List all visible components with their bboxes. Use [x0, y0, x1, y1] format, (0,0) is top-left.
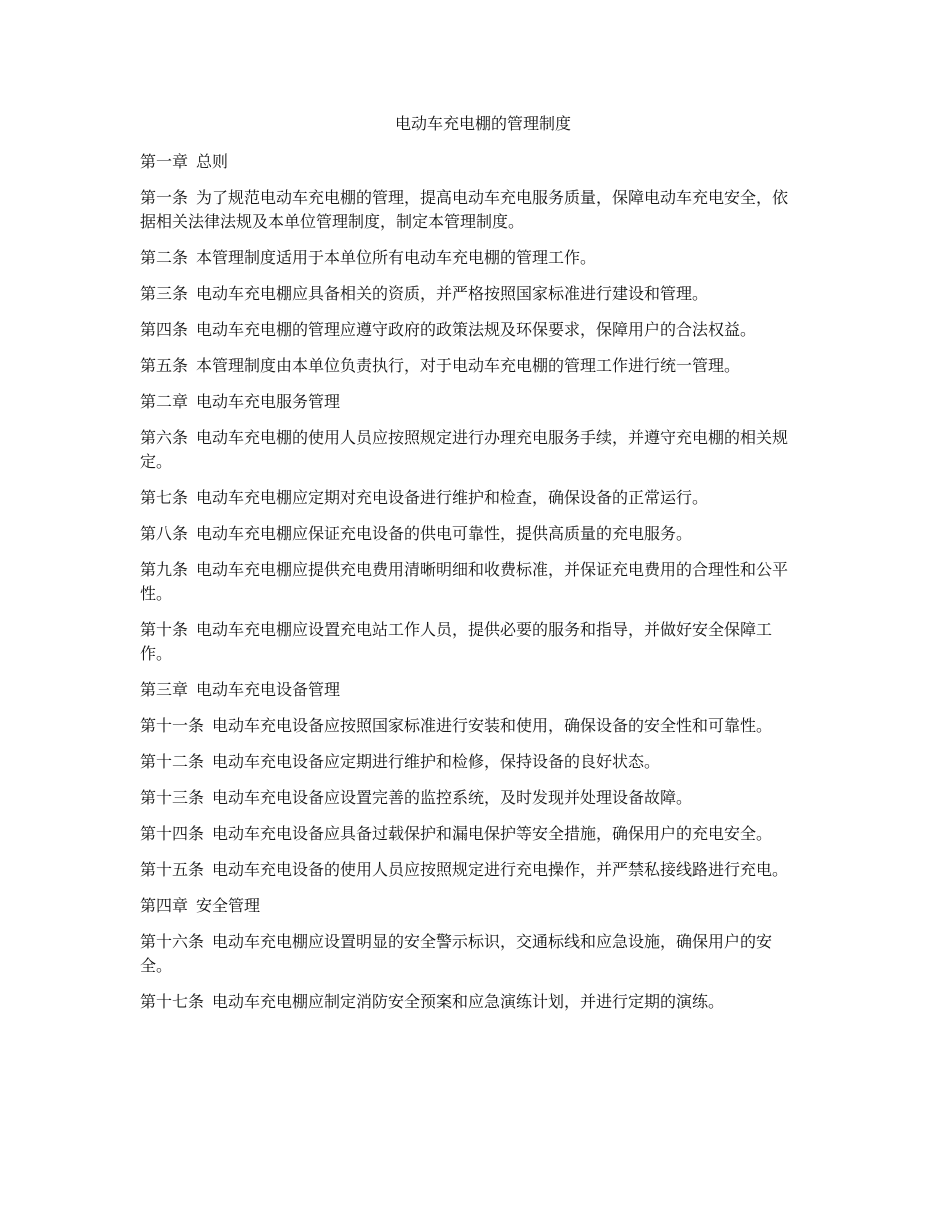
article-text: 为了规范电动车充电棚的管理，提高电动车充电服务质量，保障电动车充电安全，依据相关法律法规及本单位管理制度，制定本管理制度。 — [140, 188, 789, 231]
article-text: 电动车充电设备应定期进行维护和检修，保持设备的良好状态。 — [212, 752, 661, 771]
article-text: 电动车充电设备应具备过载保护和漏电保护等安全措施，确保用户的充电安全。 — [212, 824, 773, 843]
article-number: 第六条 — [140, 428, 189, 447]
article-text: 电动车充电棚应定期对充电设备进行维护和检查，确保设备的正常运行。 — [196, 488, 709, 507]
article-paragraph — [140, 318, 800, 342]
document-title: 电动车充电棚的管理制度 — [394, 114, 571, 133]
article-paragraph — [140, 558, 800, 606]
article-paragraph — [140, 786, 800, 810]
article-paragraph — [140, 246, 800, 270]
article-text: 电动车充电棚应设置明显的安全警示标识，交通标线和应急设施，确保用户的安全。 — [140, 932, 773, 975]
article-text: 本管理制度适用于本单位所有电动车充电棚的管理工作。 — [196, 248, 597, 267]
chapter-title: 安全管理 — [196, 896, 261, 915]
article-text: 电动车充电棚应制定消防安全预案和应急演练计划，并进行定期的演练。 — [212, 992, 725, 1011]
article-paragraph — [140, 750, 800, 774]
article-number: 第三条 — [140, 284, 189, 303]
article-number: 第十五条 — [140, 860, 205, 879]
article-number: 第十六条 — [140, 932, 205, 951]
article-text: 电动车充电棚应设置充电站工作人员，提供必要的服务和指导，并做好安全保障工作。 — [140, 620, 773, 663]
chapter-number: 第一章 — [140, 152, 189, 171]
article-text: 电动车充电设备的使用人员应按照规定进行充电操作，并严禁私接线路进行充电。 — [212, 860, 789, 879]
article-text: 本管理制度由本单位负责执行，对于电动车充电棚的管理工作进行统一管理。 — [196, 356, 741, 375]
article-paragraph — [140, 858, 800, 882]
article-number: 第二条 — [140, 248, 189, 267]
article-paragraph — [140, 930, 800, 978]
article-paragraph — [140, 186, 800, 234]
chapter-number: 第四章 — [140, 896, 189, 915]
chapter-title: 电动车充电服务管理 — [196, 392, 341, 411]
article-number: 第五条 — [140, 356, 189, 375]
article-paragraph — [140, 426, 800, 474]
chapter-title: 电动车充电设备管理 — [196, 680, 341, 699]
article-number: 第七条 — [140, 488, 189, 507]
article-text: 电动车充电棚的使用人员应按照规定进行办理充电服务手续，并遵守充电棚的相关规定。 — [140, 428, 789, 471]
chapter-heading — [140, 678, 800, 702]
article-text: 电动车充电设备应按照国家标准进行安装和使用，确保设备的安全性和可靠性。 — [212, 716, 773, 735]
article-text: 电动车充电棚应提供充电费用清晰明细和收费标准，并保证充电费用的合理性和公平性。 — [140, 560, 789, 603]
article-paragraph — [140, 618, 800, 666]
article-paragraph — [140, 354, 800, 378]
article-text: 电动车充电棚应具备相关的资质，并严格按照国家标准进行建设和管理。 — [196, 284, 709, 303]
article-number: 第十一条 — [140, 716, 205, 735]
article-paragraph — [140, 522, 800, 546]
document-body — [140, 112, 800, 1026]
article-number: 第四条 — [140, 320, 189, 339]
article-paragraph — [140, 822, 800, 846]
article-number: 第一条 — [140, 188, 189, 207]
chapter-heading — [140, 150, 800, 174]
article-number: 第九条 — [140, 560, 189, 579]
article-number: 第十二条 — [140, 752, 205, 771]
article-number: 第十条 — [140, 620, 189, 639]
article-paragraph — [140, 990, 800, 1014]
chapter-number: 第二章 — [140, 392, 189, 411]
chapter-heading — [140, 894, 800, 918]
article-number: 第十三条 — [140, 788, 205, 807]
chapter-number: 第三章 — [140, 680, 189, 699]
article-paragraph — [140, 282, 800, 306]
article-text: 电动车充电棚的管理应遵守政府的政策法规及环保要求，保障用户的合法权益。 — [196, 320, 757, 339]
article-paragraph — [140, 486, 800, 510]
article-number: 第十七条 — [140, 992, 205, 1011]
article-text: 电动车充电棚应保证充电设备的供电可靠性，提供高质量的充电服务。 — [196, 524, 693, 543]
chapter-heading — [140, 390, 800, 414]
article-number: 第八条 — [140, 524, 189, 543]
article-number: 第十四条 — [140, 824, 205, 843]
chapter-title: 总则 — [196, 152, 229, 171]
article-text: 电动车充电设备应设置完善的监控系统，及时发现并处理设备故障。 — [212, 788, 693, 807]
article-paragraph — [140, 714, 800, 738]
